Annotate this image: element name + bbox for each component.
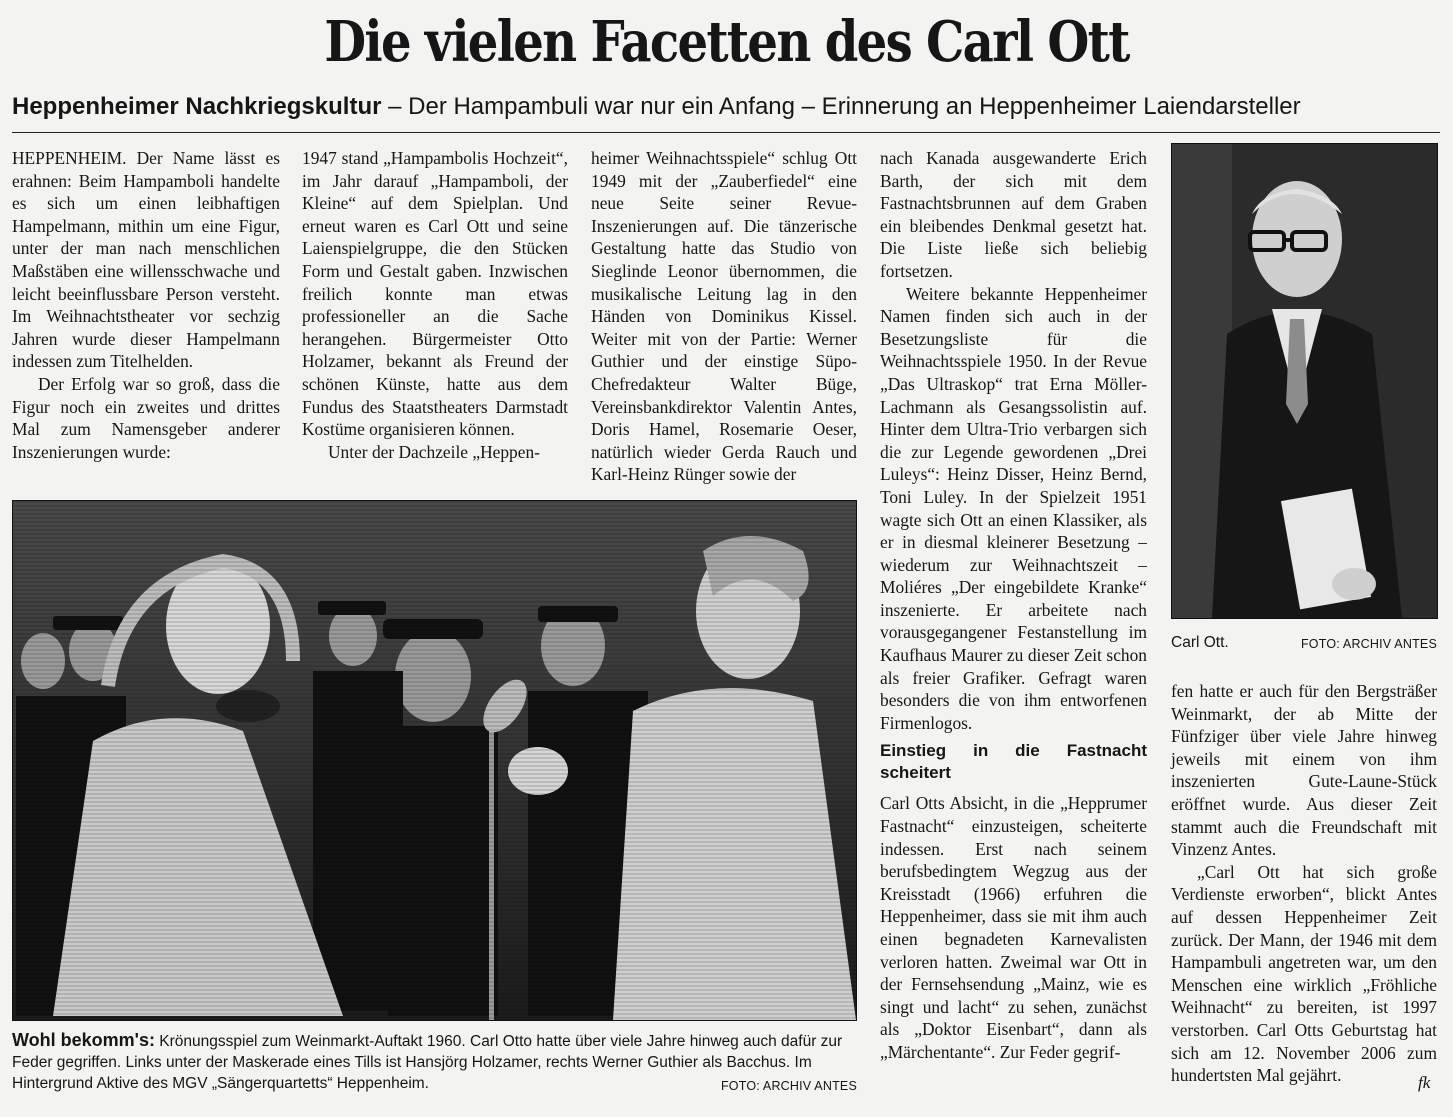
subheadline (12, 88, 1442, 126)
stage-scene-image (13, 501, 856, 1020)
headline: Die vielen Facetten des Carl Ott (324, 9, 1129, 75)
column-1 (12, 147, 280, 463)
subheadline-text: – Der Hampambuli war nur ein Anfang – Erinnerung an Heppenheimer Laiendarsteller (381, 93, 1301, 120)
kicker: Heppenheimer Nachkriegskultur (12, 93, 382, 120)
paragraph: „Carl Ott hat sich große Verdienste erworben“, blickt Antes auf dessen Heppenheimer Zeit zurück. Der Mann, der 1946 mit dem Hampambuli angetreten war, um den Menschen eine wirklich „Fröhliche Weihnacht“ zu bereiten, ist 1997 verstorben. Carl Otts Geburtstag hat sich am 12. November 2006 zum hundertsten Mal gejährt. (1171, 861, 1437, 1086)
column-4 (880, 147, 1147, 1064)
column-5 (1171, 680, 1437, 1087)
section-subheading: Einstieg in die Fastnacht scheitert (880, 741, 1147, 783)
column-3 (591, 147, 857, 486)
caption-lead: Wohl bekomm's: (12, 1030, 155, 1050)
paragraph: Carl Otts Absicht, in die „Hepprumer Fastnacht“ einzusteigen, scheiterte indessen. Erst nach seinem berufsbedingtem Wegzug aus der Kreisstadt (1966) erfuhren die Heppenheimer, dass sie mit ihm auch einen begnadeten Karnevalisten verloren hatten. Zweimal war Ott in der Fernsehsendung „Mainz, wie es singt und lacht“ zu sehen, zunächst als „Doktor Eisenbart“, dann als „Märchentante“. Zur Feder gegrif- (880, 793, 1147, 1062)
portrait-photo (1171, 143, 1438, 619)
paragraph: fen hatte er auch für den Bergsträßer Weinmarkt, der ab Mitte der Fünfziger über viele Jahre hinweg jeweils mit einem von ihm inszenierten Gute-Laune-Stück eröffnet wurde. Aus dieser Zeit stammt auch die Freundschaft mit Vinzenz Antes. (1171, 681, 1437, 860)
portrait-caption-text: Carl Ott. (1171, 634, 1229, 651)
author-initials: fk (1418, 1073, 1431, 1092)
paragraph: HEPPENHEIM. Der Name lässt es erahnen: Beim Hampamboli handelte es sich um einen leibhaftigen Hampelmann, mithin um eine Figur, unter der man nach menschlichen Maßstäben eine willensschwache und leicht beeinflussbare Person versteht. Im Weihnachtstheater vor sechzig Jahren wurde dieser Hampelmann indessen zum Titelhelden. (12, 148, 280, 372)
paragraph: Weitere bekannte Heppenheimer Namen finden sich auch in der Besetzungsliste für die Weihnachtsspiele 1950. In der Revue „Das Ultraskop“ trat Erna Möller-Lachmann als Gesangssolistin auf. Hinter dem Ultra-Trio verbargen sich die zur Legende gewordenen „Drei Luleys“: Heinz Disser, Heinz Bernd, Toni Luley. In der Spielzeit 1951 wagte sich Ott an einen Klassiker, als er in diesmal kleinerer Besetzung – wiederum zur Weihnachtszeit – Moliéres „Der eingebildete Kranke“ inszenierte. Er arbeitete nach vorausgegangener Festanstellung im Kaufhaus Maurer zu dieser Zeit schon als freier Grafiker. Gefragt waren besonders die von ihm entworfenen Firmenlogos. (880, 283, 1147, 733)
paragraph: 1947 stand „Hampambolis Hochzeit“, im Jahr darauf „Hampamboli, der Kleine“ auf dem Spielplan. Und erneut waren es Carl Ott und seine Laienspielgruppe, die den Stücken Form und Gestalt gaben. Inzwischen freilich konnte man etwas professioneller an die Sache herangehen. Bürgermeister Otto Holzamer, bekannt als Freund der schönen Künste, hatte aus dem Fundus des Staatstheaters Darmstadt Kostüme organisieren können. (302, 148, 568, 440)
caption-text: Krönungsspiel zum Weinmarkt-Auftakt 1960. Carl Otto hatte über viele Jahre hinweg auch dafür zur Feder gegriffen. Links unter der Maskerade eines Tills ist Hansjörg Holzamer, rechts Werner Guthier als Bacchus. Im Hintergrund Aktive des MGV „Sängerquartetts“ Heppenheim. (12, 1033, 843, 1092)
paragraph: Der Erfolg war so groß, dass die Figur noch ein zweites und drittes Mal zum Namensgeber anderer Inszenierungen wurde: (12, 373, 280, 462)
main-photo (12, 500, 857, 1021)
portrait-caption (1171, 632, 1437, 655)
portrait-image (1172, 144, 1437, 618)
paragraph: heimer Weihnachtsspiele“ schlug Ott 1949 mit der „Zauberfiedel“ eine neue Seite seiner Revue-Inszenierungen auf. Die tänzerische Gestaltung hatte das Studio von Sieglinde Leonor übernommen, die musikalische Leitung lag in den Händen von Dominikus Kissel. Weiter mit von der Partie: Werner Guthier und der einstige Süpo-Chefredakteur Walter Büge, Vereinsbankdirektor Valentin Antes, Doris Hamel, Rosemarie Oeser, natürlich wieder Gerda Rauch und Karl-Heinz Rünger sowie der (591, 148, 857, 485)
paragraph: Unter der Dachzeile „Heppen- (328, 441, 540, 462)
headline-rule (12, 132, 1440, 133)
portrait-photo-credit: FOTO: ARCHIV ANTES (1300, 637, 1437, 651)
column-2 (302, 147, 568, 463)
paragraph: nach Kanada ausgewanderte Erich Barth, der sich mit dem Fastnachtsbrunnen auf dem Graben ein bleibendes Denkmal gesetzt hat. Die Liste ließe sich beliebig fortsetzen. (880, 148, 1147, 281)
photo-credit: FOTO: ARCHIV ANTES (720, 1079, 857, 1093)
main-photo-caption (12, 1030, 857, 1097)
